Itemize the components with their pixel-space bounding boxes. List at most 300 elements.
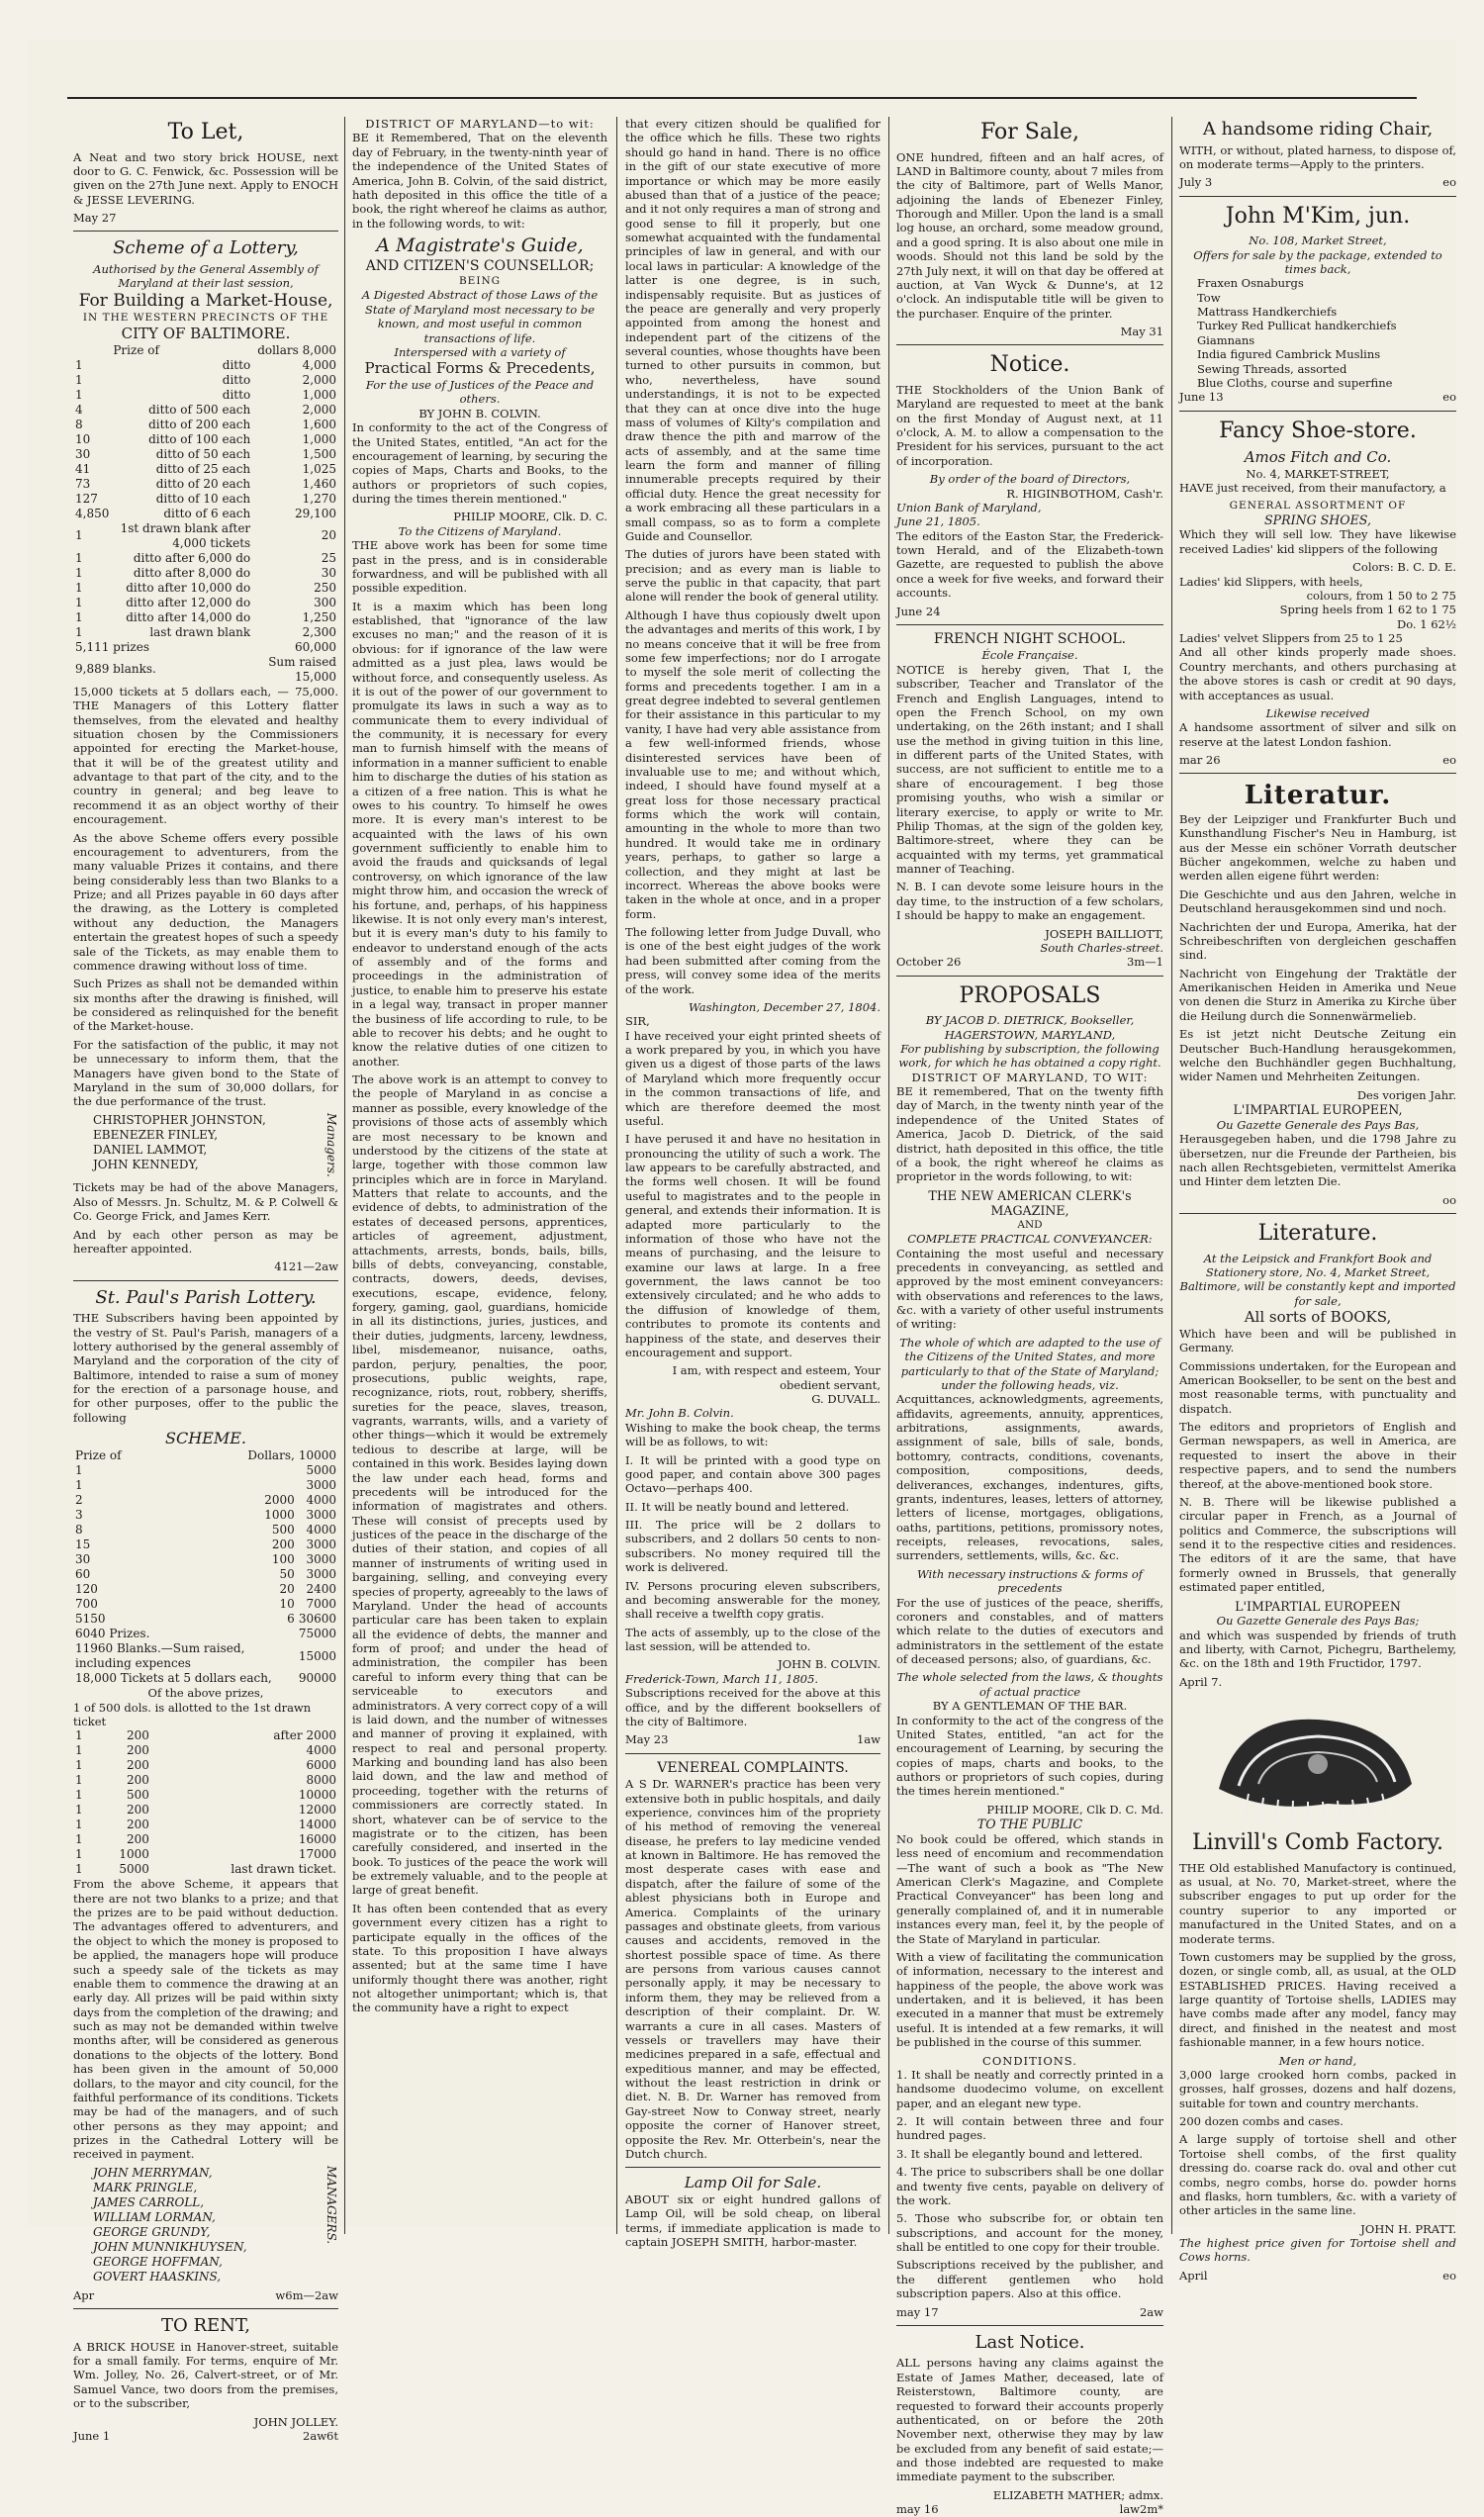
new-book-heads: Acquittances, acknowledgments, agreements, affidavits, agreements, annuity, apprentices, arbitrations, assignments, awards, assignment of sale, bills of sale, bonds, bottomry, contracts, conditions, covenants, composition, compositions, deeds, deliverances, exchanges, indentures, gifts, grants, indentures, leases, letters of attorney, letters of license, mortgages, obligations, oaths, partitions, petitions, promissory notes, receipts, releases, revocations, sales, surrenders, settlements, wills, &c. &c. bbox=[896, 1392, 1163, 1563]
stpaul-row-cell: 60 bbox=[75, 1567, 91, 1582]
proposals-district: DISTRICT OF MARYLAND, TO WIT: bbox=[911, 1070, 1149, 1084]
date-left: October 26 bbox=[896, 955, 962, 970]
stpaul-row bbox=[73, 1508, 338, 1523]
column-divider bbox=[1171, 117, 1172, 2234]
date-right: 1aw bbox=[856, 1732, 881, 1747]
stpaul-row-cell bbox=[181, 1478, 296, 1493]
divider bbox=[1179, 1213, 1456, 1214]
letter-dateline: Washington, December 27, 1804. bbox=[688, 999, 881, 1014]
comb-signature: JOHN H. PRATT. bbox=[1360, 2221, 1456, 2236]
prize-row bbox=[73, 566, 338, 581]
impartial-sub: Ou Gazette Generale des Pays Bas; bbox=[1216, 1614, 1420, 1629]
terms-item: The acts of assembly, up to the close of the last session, will be attended to. bbox=[625, 1625, 881, 1653]
fancy-lately: Likewise received bbox=[1265, 705, 1370, 720]
notice-dateline: June 21, 1805. bbox=[896, 514, 980, 529]
condition-item: 3. It shall be elegantly bound and lettered. bbox=[896, 2146, 1144, 2161]
stpaul-scheme: SCHEME. bbox=[165, 1429, 246, 1448]
prize-row-cell: 1,000 bbox=[302, 431, 336, 446]
impartial-de-sub: Ou Gazette Generale des Pays Bas, bbox=[1216, 1117, 1420, 1132]
new-book-for: For the use of justices of the peace, sheriffs, coroners and constables, and of matters which relate to the duties of executors and administrators in the settlement of the estate of deceased persons; also, of guardians, &c. bbox=[896, 1595, 1163, 1667]
notice-editors: The editors of the Easton Star, the Frederick-town Herald, and of the Elizabeth-town Gazette, are requested to publish the above once a week for five weeks, and forward their accounts. bbox=[896, 528, 1163, 601]
stpaul-body: THE Subscribers having been appointed by the vestry of St. Paul's Parish, managers of a lottery authorised by the general assembly of Maryland and the corporation of the city of Baltimore, intended to raise a sum of money for the erection of a parsonage house, and for other purposes, offer to the public the following bbox=[73, 1311, 338, 1425]
stpaul-allot-row-cell: after 2000 bbox=[273, 1728, 336, 1743]
date-left: mar 26 bbox=[1179, 753, 1221, 768]
fancy-ladies: Ladies' velvet Slippers from 25 to 1 25 bbox=[1179, 631, 1403, 646]
stpaul-row-cell: 1 bbox=[75, 1463, 83, 1478]
prize-row-cell: ditto of 25 each bbox=[155, 461, 251, 476]
stpaul-row bbox=[73, 1478, 338, 1493]
body-paragraph: that every citizen should be qualified for the office which he fills. These two rights should go hand in hand. There is no office in the gift of our state executive of more importance or which may be more easily abused than that of a justice of the peace; and it not only requires a man of strong and good sense to fill it properly, but one somewhat acquainted with the fundamental principles of law in general, and with our local laws in particular: A knowledge of the latter is one degree, is in such, indispensably requisite. But as justices of the peace are generally and very properly appointed from among the honest and independent part of the citizens of the several counties, whose thoughts have been turned to other pursuits in common, but who, nevertheless, have sound understandings, it is not to be expected that they can at once dive into the huge mass of volumes of Kilty's compilation and draw thence the pith and marrow of the acts of assembly, and at the same time learn the form and manner of filling innumerable precepts required by their official duty. Hence the great necessity for a work embracing all these particulars in a small compass, so as to form a complete Guide and Counsellor. bbox=[625, 117, 881, 543]
forsale-date: May 31 bbox=[1120, 325, 1163, 338]
stpaul-total: 6040 Prizes. bbox=[75, 1627, 150, 1641]
prize-row-cell: ditto of 10 each bbox=[155, 491, 251, 506]
prize-row-cell: 1 bbox=[75, 528, 83, 543]
literatur-item: Nachrichten der und Europa, Amerika, hat der Schreibeschriften von dergleichen geschaffen sind. bbox=[1179, 919, 1456, 963]
stpaul-allot-row bbox=[73, 1758, 338, 1773]
manager-name: GEORGE HOFFMAN, bbox=[93, 2254, 223, 2269]
stpaul-tickets-sum: 90000 bbox=[298, 1671, 336, 1686]
prize-row-cell: ditto of 6 each bbox=[163, 506, 251, 520]
stpaul-allot-row-cell: 4000 bbox=[306, 1743, 336, 1758]
and-date: 4121—2aw bbox=[274, 1259, 338, 1274]
prize-row-cell: 1 bbox=[75, 609, 83, 624]
stpaul-managers bbox=[93, 2166, 338, 2284]
lastnotice-signature: ELIZABETH MATHER; admx. bbox=[992, 2487, 1163, 2502]
stpaul-row-cell: 5000 bbox=[306, 1463, 336, 1478]
prize-row-cell: 8 bbox=[75, 417, 83, 431]
mckim-items bbox=[1197, 276, 1456, 390]
prize-row-cell: ditto after 10,000 do bbox=[126, 580, 251, 595]
french-subtitle: École Française. bbox=[981, 648, 1078, 663]
book-being: BEING bbox=[458, 275, 502, 288]
prize-row bbox=[73, 507, 338, 521]
date-right: eo bbox=[1442, 390, 1456, 405]
conditions-note: Subscriptions received by the publisher, and the different gentlemen who hold subscription papers. Also at this office. bbox=[896, 2258, 1163, 2301]
date-left: June 13 bbox=[1179, 390, 1224, 405]
stpaul-row-cell: 5150 bbox=[75, 1612, 106, 1627]
stpaul-row-cell: 20 bbox=[279, 1582, 295, 1597]
manager-name: WILLIAM LORMAN, bbox=[93, 2209, 216, 2224]
date-right: w6m—2aw bbox=[275, 2287, 338, 2302]
stpaul-allot-row bbox=[73, 1847, 338, 1862]
new-book-with: With necessary instructions & forms of precedents bbox=[916, 1566, 1144, 1596]
prize-row-cell: ditto of 50 each bbox=[155, 446, 251, 461]
blank-total-label: 9,889 blanks. bbox=[75, 662, 156, 677]
stpaul-h: Dollars, bbox=[247, 1448, 295, 1463]
tolet-date: May 27 bbox=[73, 211, 117, 225]
stpaul-row bbox=[73, 1612, 338, 1627]
date-left: May 23 bbox=[625, 1732, 669, 1747]
condition-item: 5. Those who subscribe for, or obtain ten subscriptions, and account for the money, shall be entitled to one copy for their trouble. bbox=[896, 2211, 1163, 2255]
prize-row-cell: last drawn blank bbox=[149, 624, 251, 639]
stpaul-row-cell: 500 bbox=[271, 1523, 295, 1538]
new-book-title: THE NEW AMERICAN CLERK's MAGAZINE, bbox=[928, 1187, 1132, 1219]
stpaul-of-above: Of the above prizes, bbox=[147, 1686, 264, 1701]
book-for-use: For the use of Justices of the Peace and others. bbox=[365, 378, 595, 407]
column-4 bbox=[890, 117, 1169, 2517]
stpaul-row-cell: 3000 bbox=[306, 1508, 336, 1523]
prize-row bbox=[73, 418, 338, 432]
forsale-title: For Sale, bbox=[979, 120, 1080, 144]
prize-row-cell: 4 bbox=[75, 402, 83, 417]
divider bbox=[625, 2167, 881, 2168]
stpaul-managers-label: MANAGERS. bbox=[325, 2165, 338, 2244]
fancy-assortment: A handsome assortment of silver and silk on reserve at the latest London fashion. bbox=[1179, 720, 1456, 749]
scheme-auth: Authorised by the General Assembly of Maryland at their last session, bbox=[93, 261, 319, 291]
body-paragraph: The following letter from Judge Duvall, who is one of the best eight judges of the work had been submitted after coming from the press, will convey some idea of the merits of the work. bbox=[625, 925, 881, 996]
comb-date bbox=[1179, 2269, 1456, 2283]
new-book-whole: The whole of which are adapted to the use of the Citizens of the United States, and more particularly to that of the State of Maryland; under the following heads, viz. bbox=[899, 1335, 1160, 1392]
stpaul-row-cell: 7000 bbox=[306, 1597, 336, 1612]
scheme-text-1: 15,000 tickets at 5 dollars each, — 75,000. THE Managers of this Lottery flatter themselves, from the elevated and healthy situation chosen by the Commissioners appointed for erecting the Market-house, that it will be of the greatest utility and advantage to that part of the city, and to the country in general; and beg leave to recommend it as an object worthy of their encouragement. bbox=[73, 684, 338, 827]
impartial-de-date: oo bbox=[1442, 1192, 1456, 1207]
fancy-list-item: Do. 1 62½ bbox=[1396, 616, 1456, 631]
column-divider bbox=[888, 117, 889, 2234]
mckim-title: John M'Kim, jun. bbox=[1225, 203, 1411, 229]
literatur-item: Nachricht von Eingehung der Traktätle der Amerikanischen Heiden in Amerika und Neue von denen die Sturz in Amerika zu Kirche über die Heilung durch die Sonnenwärmelieb. bbox=[1179, 966, 1456, 1023]
stpaul-allot-row bbox=[73, 1803, 338, 1818]
stpaul-h: Prize of bbox=[75, 1448, 122, 1463]
stpaul-row-cell: 1000 bbox=[264, 1508, 295, 1523]
book-inter: Interspersed with a variety of bbox=[394, 344, 566, 359]
lastnotice-title: Last Notice. bbox=[974, 2331, 1085, 2353]
district-heading: DISTRICT OF MARYLAND—to wit: bbox=[365, 117, 595, 131]
prize-row-cell: 127 bbox=[75, 491, 98, 506]
fancy-body-2: Which they will sell low. They have likewise received Ladies' kid slippers of the following bbox=[1179, 527, 1456, 556]
manager-name: CHRISTOPHER JOHNSTON, bbox=[93, 1112, 266, 1127]
and-each: And by each other person as may be hereafter appointed. bbox=[73, 1227, 338, 1256]
scheme-for: For Building a Market-House, bbox=[78, 290, 333, 311]
comb-title: Linvill's Comb Factory. bbox=[1191, 1830, 1443, 1856]
stpaul-allot-row bbox=[73, 1728, 338, 1743]
prize-row bbox=[73, 551, 338, 566]
stpaul-row-cell: 50 bbox=[279, 1567, 295, 1582]
prize-row-cell: 2,000 bbox=[302, 372, 336, 387]
french-address: South Charles-street. bbox=[1040, 940, 1163, 955]
date-right: eo bbox=[1442, 175, 1456, 190]
body-paragraph: The above work is an attempt to convey to the people of Maryland in as concise a manner as possible, every knowledge of the provisions of those acts of assembly which are most necessary to be known and understood by the citizens of the state at large, together with those common law principles which are in force in Maryland. Matters that relate to accounts, and the evidence of debts, to administration of the estates of deceased persons, apprentices, articles of agreement, adjustment, attachments, arrests, bonds, bails, bills, bills of debts, conveyancing, constable, contracts, dowers, deeds, devises, executions, escape, evidence, felony, forgery, gaming, gaol, guardians, homicide in all its distinctions, juries, justices, and their duties, judgments, larceny, lewdness, libel, misdemeanor, nuisance, oaths, pardon, perjury, penalties, the poor, prosecutions, public weights, rape, recognizance, riots, rout, robbery, sheriffs, sureties for the peace, slaves, treason, vagrants, warrants, wills, and a variety of other things—which it would be extremely tedious to describe at large, will be contained in this work. Besides laying down the law under each head, forms and precedents will be introduced for the information of magistrates and others. These will consist of precepts used by justices of the peace in the discharge of the duties of their station, and copies of all manner of instruments of writing used in bargaining, selling, and conveying every species of property, agreeably to the laws of Maryland. Under the head of accounts particular care has been taken to explain all the evidence of debts, the manner and form of proof; and under the head of administration, the compiler has been careful to inform every thing that can be serviceable to executors and administrators. A very correct copy of a will is laid down, and the number of witnesses and manner of proving it explained, with respect to real and personal property. Marking and bounding land has also been laid down, and the law and method of proceeding, together with the returns of commissioners are correctly stated. In short, whatever can be of service to the magistrate or to the citizen, has been carefully considered, and inserted in the book. To justices of the peace the work will be extremely valuable, and to the people at large of great benefit. bbox=[352, 1072, 607, 1898]
lastnotice-date bbox=[896, 2502, 1163, 2516]
stpaul-allot-row-cell: 14000 bbox=[298, 1818, 336, 1832]
fancy-kid: Ladies' kid Slippers, with heels, bbox=[1179, 574, 1363, 589]
letter-to: Mr. John B. Colvin. bbox=[625, 1406, 734, 1421]
prize-row-cell: ditto bbox=[222, 357, 251, 372]
manager-name: JOHN MUNNIKHUYSEN, bbox=[93, 2239, 247, 2254]
stpaul-row-cell: 8 bbox=[75, 1523, 83, 1538]
stpaul-row-cell: 1 bbox=[75, 1478, 83, 1493]
conditions-date bbox=[896, 2305, 1163, 2319]
mckim-offers: Offers for sale by the package, extended to times back, bbox=[1193, 247, 1442, 276]
public-body-2: With a view of facilitating the communication of information, necessary to the interest and happiness of the people, the above work was undertaken, and it is believed, it has been executed in a manner that must be extremely useful. It is intended at a few remarks, it will be published in the course of this summer. bbox=[896, 1949, 1163, 2050]
stpaul-allot-row-cell: 1 bbox=[75, 1862, 83, 1877]
prize-row-cell: 4,850 bbox=[75, 506, 110, 520]
comb-woodcut-image bbox=[1199, 1695, 1437, 1823]
stpaul-allot-row-cell: 500 bbox=[127, 1788, 149, 1803]
book-author: BY JOHN B. COLVIN. bbox=[418, 406, 541, 420]
fancy-list-item: Spring heels from 1 62 to 1 75 bbox=[1279, 603, 1456, 617]
stpaul-row-cell: 100 bbox=[271, 1552, 295, 1567]
stpaul-allot-row bbox=[73, 1818, 338, 1832]
notice-body: THE Stockholders of the Union Bank of Maryland are requested to meet at the bank on the first Monday of August next, at 11 o'clock, A. M. to allow a compensation to the President for his services, pursuant to the act of incorporation. bbox=[896, 382, 1163, 468]
stpaul-allot-row-cell: 200 bbox=[127, 1773, 149, 1788]
prize-row-cell: 1,270 bbox=[302, 491, 336, 506]
impartial-body: and which was suspended by friends of truth and liberty, with Carnot, Pichegru, Barthelemy, &c. on the 18th and 19th Fructidor, 1797. bbox=[1179, 1628, 1456, 1671]
divider bbox=[896, 624, 1163, 625]
torent-body: A BRICK HOUSE in Hanover-street, suitable for a small family. For terms, enquire of Mr. Wm. Jolley, No. 26, Calvert-street, or of Mr. Samuel Vance, two doors from the premises, or to the subscriber, bbox=[73, 2339, 338, 2411]
stpaul-row-cell: 30600 bbox=[298, 1612, 336, 1627]
top-rule bbox=[67, 97, 1417, 99]
prize-row-cell: 1,250 bbox=[302, 609, 336, 624]
new-book-signature: PHILIP MOORE, Clk D. C. Md. bbox=[986, 1802, 1163, 1817]
divider bbox=[73, 1280, 338, 1281]
column-3 bbox=[619, 117, 886, 2250]
stpaul-text: From the above Scheme, it appears that there are not two blanks to a prize; and that the prizes are to be paid without deduction. The advantages offered to adventurers, and the object to which the money is proposed to be applied, the managers hope will produce such a speedy sale of the tickets as may enable them to commence the drawing at an early day. All prizes will be paid within sixty days from the completion of the drawing; and such as may not be demanded within twelve months after, will be considered as generous donations to the objects of the lottery. Bond has been given in the amount of 50,000 dollars, to the mayor and city council, for the faithful performance of its conditions. Tickets may be had of the managers, and of such other persons as they may appoint; and prizes in the Cathedral Lottery will be received in payment. bbox=[73, 1877, 338, 2162]
letter-paragraph: I have perused it and have no hesitation in pronouncing the utility of such a work. The law appears to be carefully abstracted, and the forms well chosen. It will be found useful to magistrates and to the people in general, and extends their information. It is adapted more particularly to the information of those who have not the means of purchasing, and the leisure to examine our laws at large. In a free government, the laws cannot be too extensively circulated; and he who adds to the diffusion of knowledge of them, contributes to promote its contents and happiness of the state, and deserves their encouragement and support. bbox=[625, 1132, 881, 1359]
letter-paragraph: I have received your eight printed sheets of a work prepared by you, in which you have given us a digest of those parts of the laws of Maryland which more frequently occur in the common transactions of life, and which are therefore deemed the most useful. bbox=[625, 1028, 881, 1128]
french-body: NOTICE is hereby given, That I, the subscriber, Teacher and Translator of the French and English Languages, intend to open the French School, on my own undertaking, on the 26th instant; and I shall use the method in giving tuition in this line, in different parts of the United States, with success, are not sufficient to entitle me to a share of encouragement. I beg those promising youths, who wish a similar or literary exercise, to apply or write to Mr. Philip Thomas, at the sign of the golden key, Baltimore-street, where they can be acquainted with my terms, yet grammatical manner of Teaching. bbox=[896, 662, 1163, 876]
book-title-and: AND CITIZEN'S COUNSELLOR; bbox=[365, 257, 595, 274]
venereal-body: A S Dr. WARNER's practice has been very extensive both in public hospitals, and daily experience, convinces him of the propriety of his method of removing the venereal disease, he prefers to lay medicine vended at known in Baltimore. He has removed the most desperate cases with ease and dispatch, after the failure of some of the ablest physicians both in Europe and America. Complaints of the urinary passages and obstinate gleets, from various causes and accidents, removed in the shortest possible space of time. As there are persons from various causes cannot personally apply, it may be necessary to inform them, they may be relieved from a description of their complaint. Dr. W. warrants a cure in all cases. Masters of vessels or travellers may have their medicines prepared in a safe, effectual and expeditious manner, and may be effected, without the least restriction in drink or diet. N. B. Dr. Warner has removed from Gay-street Now to Conway street, nearly opposite the corner of Hanover street, opposite the Rev. Mr. Otterbein's, near the Dutch church. bbox=[625, 1777, 881, 2161]
stpaul-title: St. Paul's Parish Lottery. bbox=[95, 1286, 317, 1308]
stpaul-row-cell: 30 bbox=[75, 1552, 91, 1567]
divider bbox=[896, 2325, 1163, 2326]
stpaul-row-cell: 10 bbox=[279, 1597, 295, 1612]
french-signature: JOSEPH BAILLIOTT, bbox=[1045, 926, 1163, 941]
new-book-and: AND bbox=[1017, 1219, 1043, 1232]
manager-name: DANIEL LAMMOT, bbox=[93, 1142, 208, 1157]
prize-row bbox=[73, 625, 338, 640]
conformity-text: In conformity to the act of the Congress of the United States, entitled, "An act for the encouragement of learning, by securing the copies of Maps, Charts and Books, to the authors or proprietors of such copies, during the times therein mentioned." bbox=[352, 420, 607, 506]
stpaul-allot-row-cell: 1 bbox=[75, 1803, 83, 1818]
mckim-item: Tow bbox=[1197, 290, 1221, 305]
stpaul-date bbox=[73, 2288, 338, 2302]
managers-block bbox=[93, 1113, 338, 1177]
comb-body: THE Old established Manufactory is continued, as usual, at No. 70, Market-street, where the subscriber engages to put up order for the country superior to any imported or manufactured in the United States, and on a moderate terms. bbox=[1179, 1860, 1456, 1946]
prize-row-cell: 1,600 bbox=[302, 417, 336, 431]
prize-row-cell: 4,000 bbox=[302, 357, 336, 372]
stpaul-allot-row-cell: 1 bbox=[75, 1847, 83, 1862]
prize-row bbox=[73, 432, 338, 447]
stpaul-allot-row-cell: 200 bbox=[127, 1832, 149, 1847]
new-book-sub: COMPLETE PRACTICAL CONVEYANCER: bbox=[907, 1232, 1153, 1247]
frederick-date bbox=[625, 1732, 881, 1746]
stpaul-row bbox=[73, 1567, 338, 1582]
to-citizens: To the Citizens of Maryland. bbox=[398, 523, 562, 538]
prize-row-cell: ditto of 500 each bbox=[148, 402, 251, 417]
lamp-title: Lamp Oil for Sale. bbox=[684, 2174, 822, 2192]
body-paragraph: THE above work has been for some time past in the press, and is in considerable forwardness, and will be published with all possible expedition. bbox=[352, 538, 607, 596]
literatur-title: Literatur. bbox=[1244, 781, 1392, 811]
prize-row-cell: 1 bbox=[75, 580, 83, 595]
mckim-item: Mattrass Handkerchiefs bbox=[1197, 305, 1338, 319]
terms-item: II. It will be neatly bound and lettered. bbox=[625, 1499, 850, 1514]
stpaul-row-cell: 3000 bbox=[306, 1538, 336, 1552]
body-paragraph: It is a maxim which has been long established, that "ignorance of the law excuses no man;" and the reason of it is obvious: for if ignorance of the law were admitted as a just plea, laws would be without force, and consequently useless. As it is out of the power of our government to promulgate its laws in such a way as to communicate them to every individual of the community, it is necessary for every man to furnish himself with the means of information in a manner sufficient to enable him to discharge the duties of his station as a citizen of a free nation. This is what he owes to his country. To himself he owes more. It is every man's interest to be acquainted with the laws of his own government sufficiently to enable him to avoid the frauds and quicksands of legal controversy, on which ignorance of the law might throw him, and occasion the wreck of his fortune, and, perhaps, of his happiness likewise. It is not only every man's interest, but it is every man's duty to his family to endeavor to understand enough of the acts of assembly and of the forms and proceedings in the administration of justice, to enable him to preserve his estate in a legal way, transact in proper manner the business of life according to rule, to be able to recover his debts; and he ought to know the relative duties of one citizen to another. bbox=[352, 599, 607, 1069]
stpaul-allot-row-cell: 10000 bbox=[298, 1788, 336, 1803]
notice-signature: R. HIGINBOTHOM, Cash'r. bbox=[1006, 486, 1163, 501]
manager-name: JOHN KENNEDY, bbox=[93, 1157, 199, 1171]
stpaul-total: 11960 Blanks.—Sum raised, including expences bbox=[75, 1641, 245, 1671]
manager-name: GOVERT HAASKINS, bbox=[93, 2269, 222, 2284]
body-paragraph: Although I have thus copiously dwelt upon the advantages and merits of this work, I by no means conceive that it will be free from some few imperfections; nor do I arrogate to myself the sole merit of collecting the forms and precedents together. I am in a great degree indebted to several gentlemen for their assistance in this particular to my vanity, I have had very able assistance from a few well-informed friends, whose disinterested services have been of invaluable use to me; and without which, indeed, I should have found myself at a great loss for those necessary practical forms which the work will contain, amounting in the whole to more than two hundred. It would take me in ordinary years, perhaps, to gather so large a collection, and they might at last be incorrect. Whereas the above books were taken in the whole at once, and in a proper form. bbox=[625, 607, 881, 921]
prize-row-cell: ditto after 12,000 do bbox=[126, 595, 251, 609]
date-right: eo bbox=[1442, 2268, 1456, 2283]
notice-title: Notice. bbox=[989, 352, 1070, 378]
scheme-text-3: Such Prizes as shall not be demanded within six months after the drawing is finished, will be considered as relinquished for the benefit of the Market-house. bbox=[73, 977, 338, 1034]
stpaul-allot-row-cell: 200 bbox=[127, 1743, 149, 1758]
stpaul-allot-row-cell: 1 bbox=[75, 1728, 83, 1743]
lastnotice-body: ALL persons having any claims against the Estate of James Mather, deceased, late of Reisterstown, Baltimore county, are requested to forward their accounts properly authenticated, on or before the 20th November next, otherwise they may by law be excluded from any benefit of said estate;—and those indebted are requested to make immediate payment to the subscriber. bbox=[896, 2356, 1163, 2484]
stpaul-allot-row-cell: 200 bbox=[127, 1728, 149, 1743]
prize-row-cell: 1 bbox=[75, 624, 83, 639]
prize-row-cell: ditto after 8,000 do bbox=[133, 565, 251, 580]
stpaul-allot-row-cell: 1000 bbox=[119, 1847, 149, 1862]
stpaul-total: 15000 bbox=[298, 1648, 336, 1663]
stpaul-allot-row-cell: 5000 bbox=[119, 1862, 149, 1877]
prize-row bbox=[73, 373, 338, 388]
manager-name: JOHN MERRYMAN, bbox=[93, 2165, 213, 2180]
mckim-item: Blue Cloths, course and superfine bbox=[1197, 375, 1393, 390]
stpaul-row-cell bbox=[181, 1463, 296, 1478]
date-left: Apr bbox=[73, 2287, 95, 2302]
body-paragraph: The duties of jurors have been stated with precision; and as every man is liable to serve the public in that capacity, that part alone will render the book of general utility. bbox=[625, 547, 881, 605]
stpaul-allotted: 1 of 500 dols. is allotted to the 1st drawn ticket bbox=[73, 1700, 312, 1728]
chair-title: A handsome riding Chair, bbox=[1202, 119, 1434, 140]
stpaul-allot-table bbox=[73, 1728, 338, 1877]
stpaul-allot-row bbox=[73, 1862, 338, 1877]
prize-row-cell: 30 bbox=[75, 446, 91, 461]
mckim-item: Turkey Red Pullicat handkerchiefs bbox=[1197, 319, 1397, 333]
notice-by: By order of the board of Directors, bbox=[929, 472, 1131, 487]
frederick-dateline: Frederick-Town, March 11, 1805. bbox=[625, 1671, 819, 1686]
stpaul-allot-row-cell: 200 bbox=[127, 1758, 149, 1773]
manager-name: MARK PRINGLE, bbox=[93, 2180, 198, 2194]
chair-date bbox=[1179, 175, 1456, 189]
body-paragraph: It has often been contended that as every government every citizen has a right to participate equally in the offices of the state. To this proposition I have always assented; but at the same time I have uniformly thought there was another, right not altogether unimportant; which is, that the community have a right to expect bbox=[352, 1901, 607, 2015]
books-title: All sorts of BOOKS, bbox=[1244, 1308, 1392, 1327]
prize-row-cell: 30 bbox=[321, 565, 336, 580]
date-right: law2m* bbox=[1119, 2502, 1163, 2517]
books-body-3: The editors and proprietors of English and German newspapers, as well in America, are requested to insert the above in their respective papers, and to send the numbers thereof, at the above-mentioned book store. bbox=[1179, 1420, 1456, 1491]
french-title: FRENCH NIGHT SCHOOL. bbox=[933, 630, 1127, 647]
stpaul-allot-row-cell: last drawn ticket. bbox=[231, 1862, 336, 1877]
date-right: 3m—1 bbox=[1126, 955, 1163, 970]
stpaul-allot-row-cell: 6000 bbox=[306, 1758, 336, 1773]
subscriptions-note: Subscriptions received for the above at this office, and by the different booksellers of the city of Baltimore. bbox=[625, 1686, 881, 1728]
condition-item: 2. It will contain between three and four hundred pages. bbox=[896, 2114, 1163, 2143]
comb-note: The highest price given for Tortoise shell and Cows horns. bbox=[1179, 2236, 1456, 2265]
torent-sig: JOHN JOLLEY. bbox=[253, 2414, 338, 2429]
prize-row-cell: 250 bbox=[314, 580, 336, 595]
divider bbox=[896, 976, 1163, 977]
fancy-colours: Colors: B. C. D. E. bbox=[1352, 560, 1456, 575]
comb-body-4: 200 dozen combs and cases. bbox=[1179, 2114, 1344, 2129]
impartial-de-body: Herausgegeben haben, und die 1798 Jahre zu übersetzen, nur die Freunde der Partheien, bis nach allen Rechtsgebieten, vermittelst Amerika und Hinter dem letzten Die. bbox=[1179, 1132, 1456, 1189]
scheme-text-2: As the above Scheme offers every possible encouragement to adventurers, from the many valuable Prizes it contains, and there being considerably less than two Blanks to a Prize; and all Prizes payable in 60 days after the drawing, as the Lottery is completed without any deduction, the Managers entertain the greatest hopes of such a speedy sale of the Tickets, as may enable them to commence drawing without loss of time. bbox=[73, 830, 338, 973]
prize-row-cell: 1 bbox=[75, 387, 83, 402]
prize-row-cell: 1st drawn blank after 4,000 tickets bbox=[120, 520, 251, 550]
prize-row-cell: 29,100 bbox=[295, 506, 336, 520]
public-body: No book could be offered, which stands in less need of encomium and recommendation—The want of such a book as "The New American Clerk's Magazine, and Complete Practical Conveyancer" has been long and generally complained of, and it in numerable instances every man, feel it, by the people of the State of Maryland in particular. bbox=[896, 1831, 1163, 1946]
mckim-address: No. 108, Market Street, bbox=[1249, 233, 1387, 248]
fancy-body: HAVE just received, from their manufactory, a bbox=[1179, 481, 1446, 496]
books-body-2: Commissions undertaken, for the European and American Bookseller, to be sent on the best and most reasonable terms, with punctuality and dispatch. bbox=[1179, 1358, 1456, 1416]
stpaul-row-cell: 2000 bbox=[264, 1493, 295, 1508]
stpaul-row bbox=[73, 1582, 338, 1597]
prize-row-cell: 2,000 bbox=[302, 402, 336, 417]
stpaul-allot-row bbox=[73, 1773, 338, 1788]
scheme-in: IN THE WESTERN PRECINCTS OF THE bbox=[82, 311, 329, 324]
stpaul-allot-row-cell: 1 bbox=[75, 1788, 83, 1803]
prize-row-cell: ditto of 20 each bbox=[155, 476, 251, 491]
manager-name: JAMES CARROLL, bbox=[93, 2194, 205, 2209]
prize-row-cell: 25 bbox=[321, 550, 336, 565]
fancy-shoes: SPRING SHOES, bbox=[1264, 512, 1371, 527]
literatur-more: Es ist jetzt nicht Deutsche Zeitung ein Deutscher Buch-Handlung herausgekommen, welche den Buchhändler gegen Buchhaltung, wider Namen und Mehrheiten Zeitungen. bbox=[1179, 1027, 1456, 1084]
stpaul-row-cell: 4000 bbox=[306, 1493, 336, 1508]
stpaul-row bbox=[73, 1523, 338, 1538]
letter-close: I am, with respect and esteem, Your obedient servant, bbox=[672, 1363, 881, 1392]
prize-row-cell: 10 bbox=[75, 431, 91, 446]
prize-row-cell: ditto bbox=[222, 387, 251, 402]
books-nb: N. B. There will be likewise published a circular paper in French, as a Journal of politics and Commerce, the subscriptions will send it to the respective cities and residences. The editors of it are the same, that have formerly owned in Brussels, that generally estimated paper entitled, bbox=[1179, 1494, 1456, 1595]
column-divider bbox=[344, 117, 345, 2234]
clerk-signature: PHILIP MOORE, Clk. D. C. bbox=[453, 510, 607, 524]
prize-table bbox=[73, 343, 338, 685]
literature-title: Literature. bbox=[1257, 1221, 1378, 1247]
stpaul-row-cell: 200 bbox=[271, 1538, 295, 1552]
terms-item: IV. Persons procuring eleven subscribers, and becoming answerable for the money, shall receive a twelfth copy gratis. bbox=[625, 1578, 881, 1622]
new-book-desc: Containing the most useful and necessary precedents in conveyancing, as settled and approved by the most eminent conveyancers: with observations and references to the laws, &c. with a variety of other useful instruments of writing: bbox=[896, 1246, 1163, 1332]
prize-row-cell: ditto of 200 each bbox=[148, 417, 251, 431]
torent-title: TO RENT, bbox=[160, 2315, 250, 2337]
comb-body-3: 3,000 large crooked horn combs, packed in grosses, half grosses, dozens and half dozens, suitable for town and country merchants. bbox=[1179, 2067, 1456, 2110]
prize-row-cell: 1 bbox=[75, 357, 83, 372]
stpaul-row-cell: 3 bbox=[75, 1508, 83, 1523]
stpaul-allot-row-cell: 200 bbox=[127, 1818, 149, 1832]
letter-signature: G. DUVALL. bbox=[811, 1392, 881, 1406]
newspaper-page bbox=[28, 40, 1456, 2517]
stpaul-row-cell: 700 bbox=[75, 1597, 98, 1612]
proposals-for: For publishing by subscription, the following work, for which he has obtained a copy right. bbox=[898, 1041, 1161, 1071]
proposals-body: BE it remembered, That on the twenty fifth day of March, in the twenty ninth year of the independence of the United States of America, Jacob D. Dietrick, of the said district, hath deposited in this office, the title of a book, the right whereof he claims as proprietor in the words following, to wit: bbox=[896, 1084, 1163, 1184]
prize-row-cell: ditto after 14,000 do bbox=[126, 609, 251, 624]
fancy-assort: GENERAL ASSORTMENT OF bbox=[1229, 499, 1407, 512]
book-forms: Practical Forms & Precedents, bbox=[364, 359, 596, 378]
prize-row bbox=[73, 388, 338, 403]
prize-row bbox=[73, 610, 338, 625]
french-body-2: N. B. I can devote some leisure hours in the day time, to the instruction of a few scholars, I should be happy to make an engagement. bbox=[896, 880, 1163, 923]
stpaul-allot-row-cell: 200 bbox=[127, 1803, 149, 1818]
prize-row bbox=[73, 447, 338, 462]
divider bbox=[625, 1753, 881, 1754]
prize-row-cell: ditto bbox=[222, 372, 251, 387]
prize-header-value: dollars 8,000 bbox=[257, 342, 336, 357]
impartial-title: L'IMPARTIAL EUROPEEN bbox=[1235, 1598, 1401, 1614]
book-title: A Magistrate's Guide, bbox=[376, 234, 584, 256]
stpaul-row bbox=[73, 1538, 338, 1552]
prize-row-cell: 1,025 bbox=[302, 461, 336, 476]
condition-item: 4. The price to subscribers shall be one dollar and twenty five cents, payable on delivery of the work. bbox=[896, 2165, 1163, 2207]
divider bbox=[1179, 196, 1456, 197]
stpaul-allot-row-cell: 16000 bbox=[298, 1832, 336, 1847]
prize-row-cell: 1,000 bbox=[302, 387, 336, 402]
fancy-list-item: colours, from 1 50 to 2 75 bbox=[1306, 588, 1456, 603]
prize-row-cell: 73 bbox=[75, 476, 91, 491]
prize-row-cell: 1 bbox=[75, 550, 83, 565]
prize-row-cell: 1 bbox=[75, 565, 83, 580]
comb-body-2: Town customers may be supplied by the gross, dozen, or single comb, all, as usual, at the OLD ESTABLISHED PRICES. Having received a large quantity of Tortoise shells, LADIES may have combs made after any model, fancy may direct, and finished in the neatest and most fashionable manner, in a few hours notice. bbox=[1179, 1949, 1456, 2050]
